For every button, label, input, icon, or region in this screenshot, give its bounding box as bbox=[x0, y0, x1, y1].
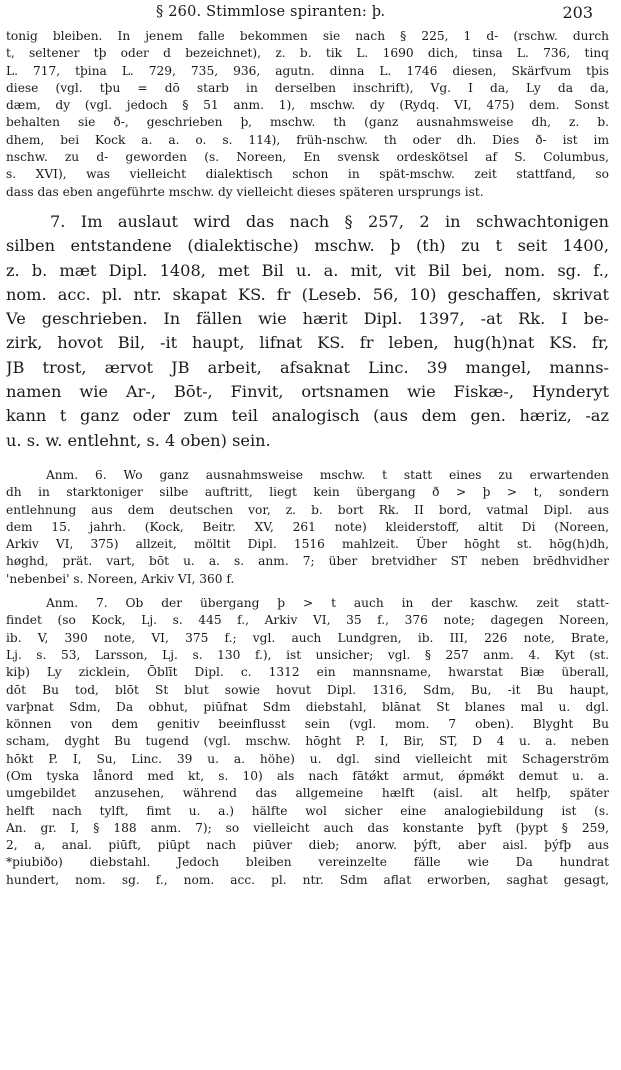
note-anm-6 bbox=[6, 467, 609, 588]
text-line: zirk, hovot Bil, -it haupt, lifnat KS. fr leben, hug(h)nat KS. fr, bbox=[6, 333, 609, 353]
text-line: u. s. w. entlehnt, s. 4 oben) sein. bbox=[6, 430, 271, 450]
paragraph-7 bbox=[6, 210, 609, 453]
text-line: ib. V, 390 note, VI, 375 f.; vgl. auch Lundgren, ib. III, 226 note, Brate, bbox=[6, 630, 609, 645]
text-line: (Om tyska lånord med kt, s. 10) als nach fātǿkt armut, ǿpmǿkt demut u. a. bbox=[6, 768, 609, 783]
text-line: Anm. 7. Ob der übergang þ > t auch in der kaschw. zeit statt- bbox=[46, 596, 609, 611]
text-line: können von dem genitiv beeinflusst sein (vgl. mom. 7 oben). Blyght Bu bbox=[6, 717, 609, 732]
text-line: dem 15. jahrh. (Kock, Beitr. XV, 261 note) kleiderstoff, altit Di (Noreen, bbox=[6, 519, 609, 534]
text-line: scham, dyght Bu tugend (vgl. mschw. hōght P. I, Bir, ST, D 4 u. a. neben bbox=[6, 734, 609, 749]
text-line: findet (so Kock, Lj. s. 445 f., Arkiv VI, 35 f., 376 note; dagegen Noreen, bbox=[6, 613, 609, 628]
text-line: tonig bleiben. In jenem falle bekommen sie nach § 225, 1 d- (rschw. durch bbox=[6, 29, 609, 43]
text-line: Ve geschrieben. In fällen wie hærit Dipl. 1397, -at Rk. I be- bbox=[6, 309, 609, 329]
text-line: t, seltener tþ oder d bezeichnet), z. b. tik L. 1690 dich, tinsa L. 736, tinq bbox=[6, 46, 609, 61]
text-line: dh in starktoniger silbe auftritt, liegt kein übergang ð > þ > t, sondern bbox=[6, 485, 609, 500]
text-line: diese (vgl. tþu = dō starb in derselben inschrift), Vg. I da, Ly da da, bbox=[6, 80, 609, 95]
text-line: An. gr. I, § 188 anm. 7); so vielleicht auch das konstante þyft (þypt § 259, bbox=[6, 820, 609, 835]
text-line: Lj. s. 53, Larsson, Lj. s. 130 f.), ist unsicher; vgl. § 257 anm. 4. Kyt (st. bbox=[6, 647, 609, 662]
running-title: § 260. Stimmlose spiranten: þ. bbox=[156, 4, 386, 20]
text-line: dæm, dy (vgl. jedoch § 51 anm. 1), mschw. dy (Rydq. VI, 475) dem. Sonst bbox=[6, 98, 609, 113]
text-line: L. 717, tþina L. 729, 735, 936, agutn. dinna L. 1746 diesen, Skärfvum tþis bbox=[6, 63, 609, 78]
text-line: umgebildet anzusehen, während das allgemeine hælft (aisl. alt helfþ, später bbox=[6, 786, 609, 801]
text-line: hundert, nom. sg. f., nom. acc. pl. ntr. Sdm aflat erworben, saghat gesagt, bbox=[6, 872, 609, 887]
text-line: s. XVI), was vielleicht dialektisch schon in spät-mschw. zeit stattfand, so bbox=[6, 167, 609, 182]
paragraph-continuation bbox=[6, 28, 609, 201]
text-line: behalten sie ð-, geschrieben þ, mschw. th (ganz ausnahmsweise dh, z. b. bbox=[6, 115, 609, 130]
note-anm-7 bbox=[6, 595, 609, 889]
text-line: z. b. mæt Dipl. 1408, met Bil u. a. mit, vit Bil bei, nom. sg. f., bbox=[6, 260, 609, 280]
text-line: *piubiðo) diebstahl. Jedoch bleiben vereinzelte fälle wie Da hundrat bbox=[6, 855, 609, 870]
text-line: 'nebenbei' s. Noreen, Arkiv VI, 360 f. bbox=[6, 571, 235, 586]
text-line: kiþ) Ly zicklein, Ōblīt Dipl. c. 1312 ein mannsname, hwarstat Biæ überall, bbox=[6, 665, 609, 680]
text-line: dhem, bei Kock a. a. o. s. 114), früh-nschw. th oder dh. Dies ð- ist im bbox=[6, 132, 609, 147]
text-line: 2, a, anal. piūft, piūpt nach piūver dieb; anorw. þýft, aber aisl. þýfþ aus bbox=[6, 838, 609, 853]
text-line: 7. Im auslaut wird das nach § 257, 2 in schwachtonigen bbox=[50, 211, 609, 231]
page-number: 203 bbox=[562, 3, 593, 22]
text-line: Anm. 6. Wo ganz ausnahmsweise mschw. t statt eines zu erwartenden bbox=[46, 467, 609, 482]
text-line: entlehnung aus dem deutschen vor, z. b. bort Rk. II bord, vatmal Dipl. aus bbox=[6, 502, 609, 517]
text-line: varþnat Sdm, Da obhut, piūfnat Sdm diebstahl, blānat St blanes mal u. dgl. bbox=[6, 699, 609, 714]
text-line: høghd, prät. vart, bōt u. a. s. anm. 7; über bretvidher ST neben brēdhvidher bbox=[6, 554, 609, 569]
text-line: Arkiv VI, 375) allzeit, möltit Dipl. 1516 mahlzeit. Über hōght st. hōg(h)dh, bbox=[6, 537, 609, 552]
text-line: kann t ganz oder zum teil analogisch (aus dem gen. hæriz, -az bbox=[6, 406, 609, 426]
text-line: silben entstandene (dialektische) mschw. þ (th) zu t seit 1400, bbox=[6, 236, 609, 256]
text-line: dass das eben angeführte mschw. dy vielleicht dieses späteren ursprungs ist. bbox=[6, 184, 484, 199]
text-line: dōt Bu tod, blōt St blut sowie hovut Dipl. 1316, Sdm, Bu, -it Bu haupt, bbox=[6, 682, 609, 697]
text-line: namen wie Ar-, Bōt-, Finvit, ortsnamen wie Fiskæ-, Hynderyt bbox=[6, 382, 609, 402]
running-header bbox=[6, 0, 609, 28]
text-line: helft nach tylft, fimt u. a.) hälfte wol sicher eine analogiebildung ist (s. bbox=[6, 803, 609, 818]
text-line: nschw. zu d- geworden (s. Noreen, En svensk ordeskötsel af S. Columbus, bbox=[6, 150, 609, 165]
text-line: JB trost, ærvot JB arbeit, afsaknat Linc. 39 mangel, manns- bbox=[6, 357, 609, 377]
text-line: hōkt P. I, Su, Linc. 39 u. a. höhe) u. dgl. sind vielleicht mit Schagerström bbox=[6, 751, 609, 766]
text-line: nom. acc. pl. ntr. skapat KS. fr (Leseb. 56, 10) geschaffen, skrivat bbox=[6, 284, 609, 304]
